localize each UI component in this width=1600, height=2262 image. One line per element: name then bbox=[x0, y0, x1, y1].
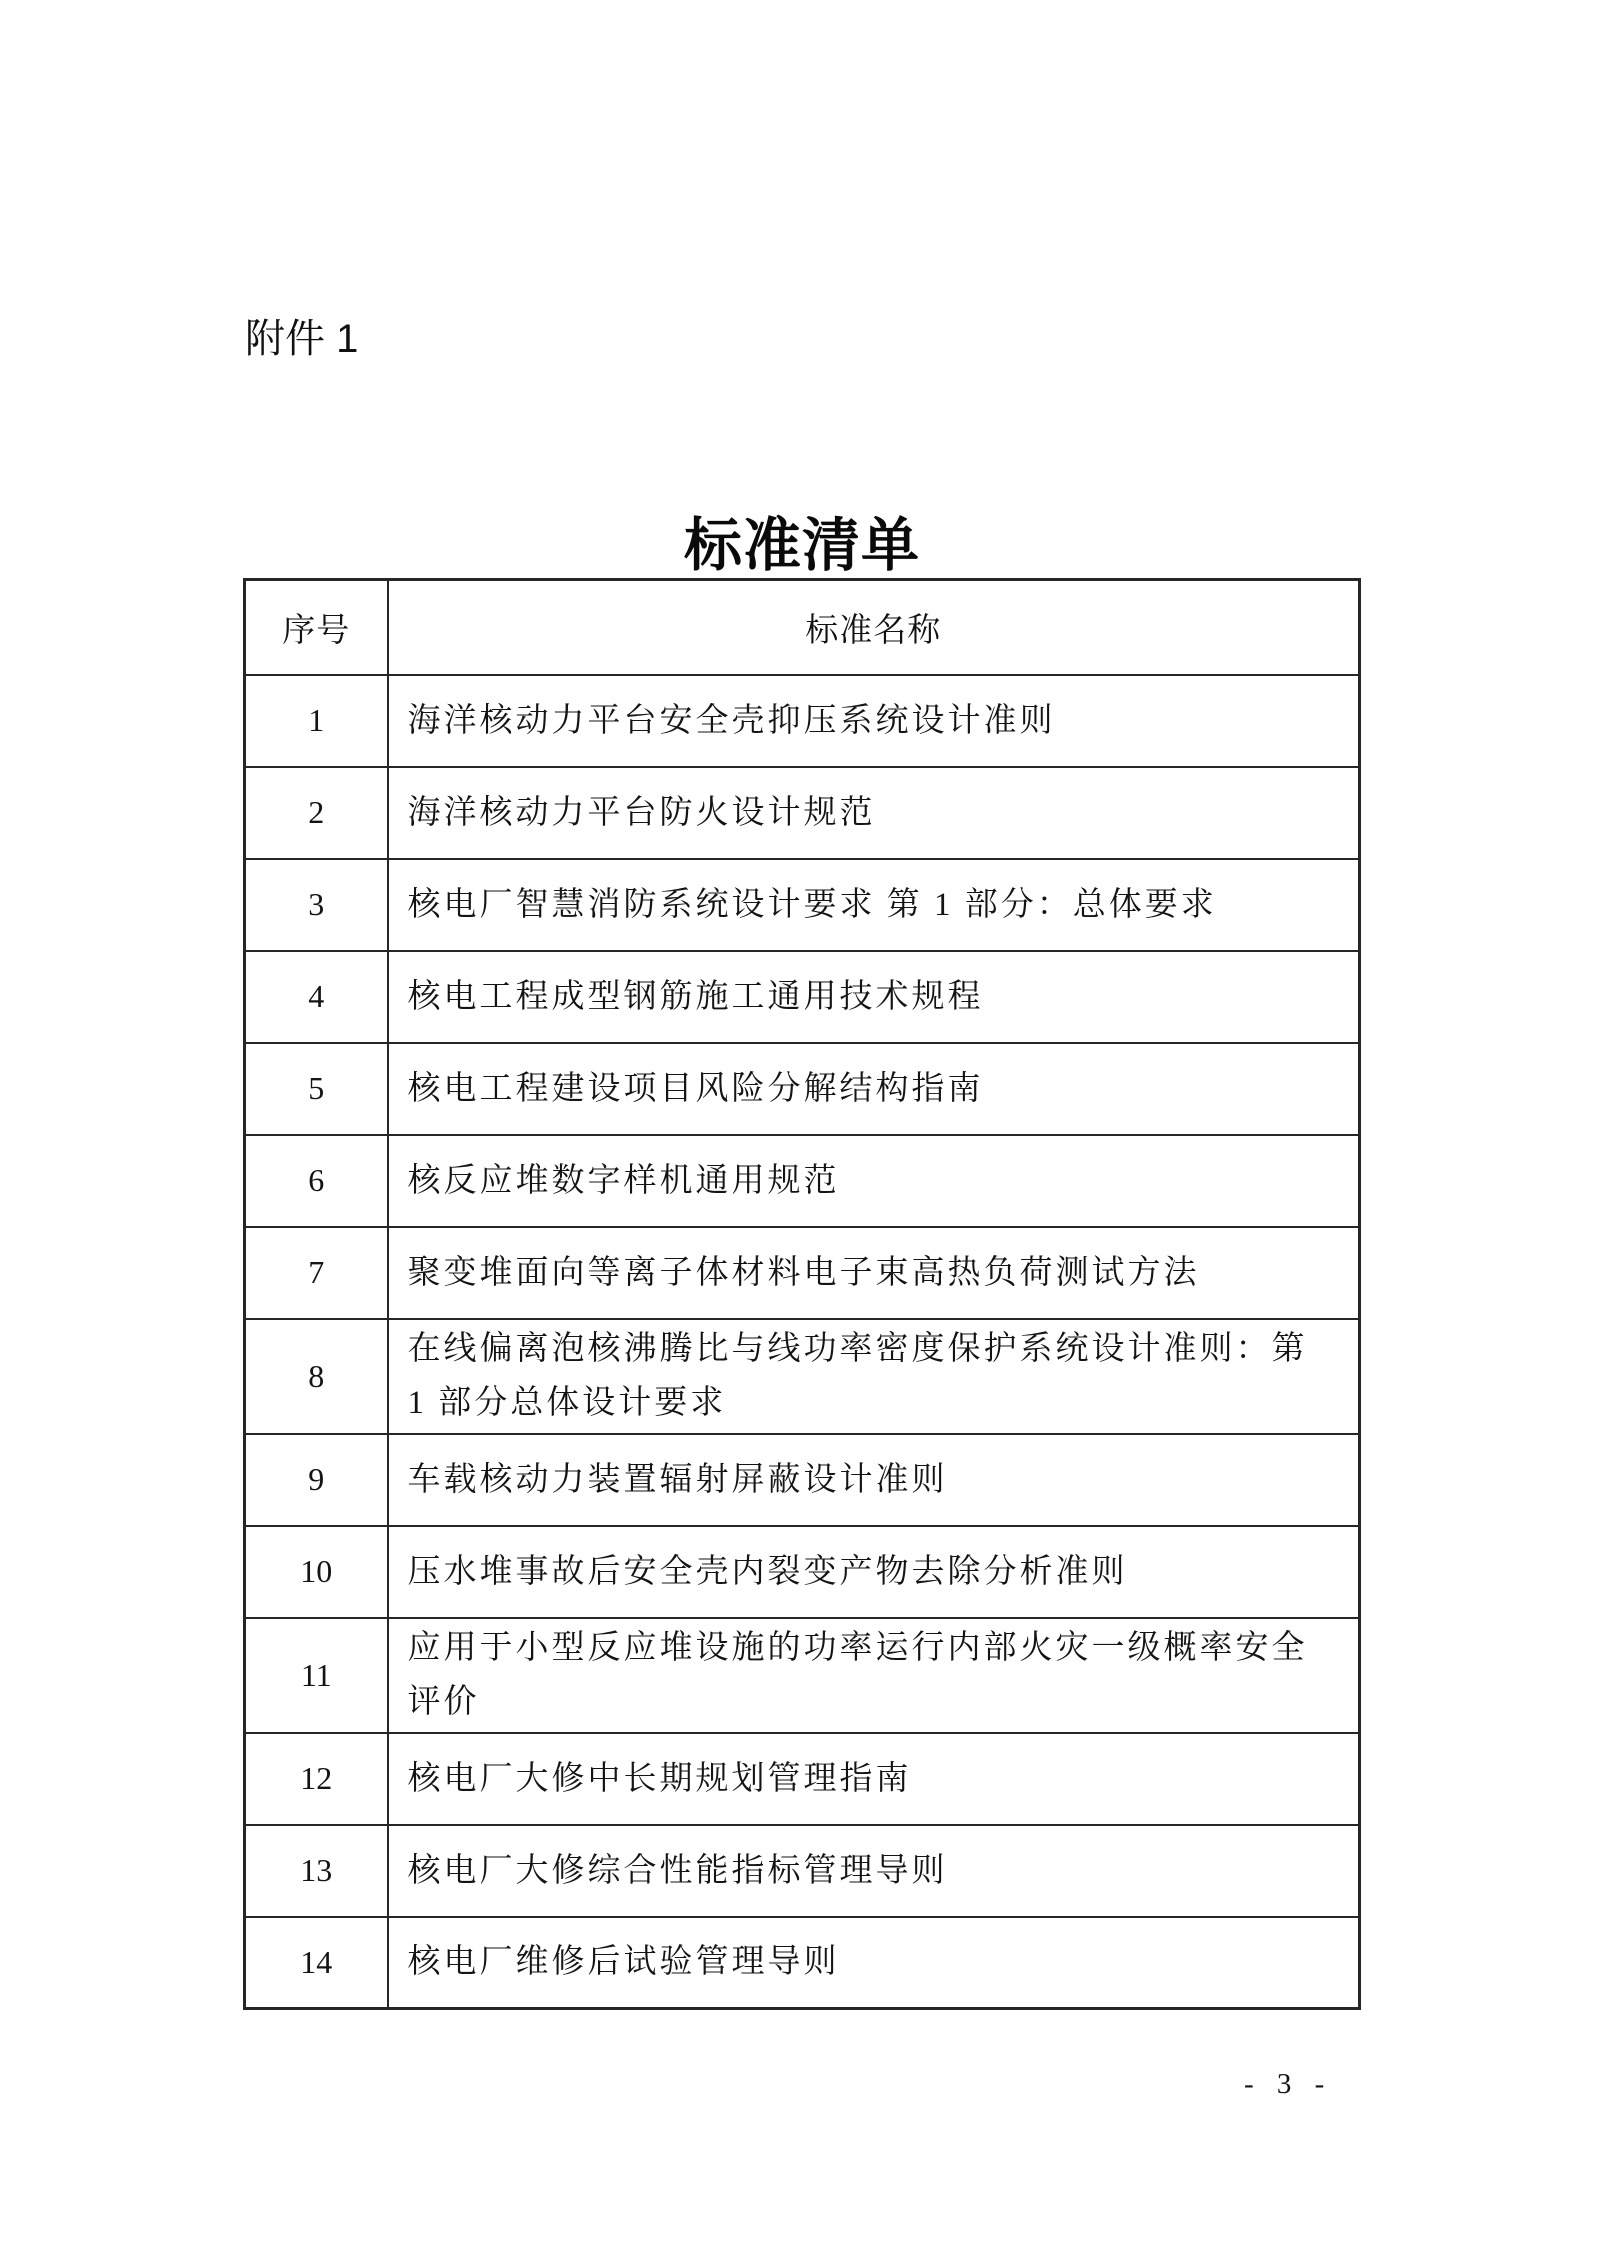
header-name: 标准名称 bbox=[388, 580, 1360, 675]
row-index: 1 bbox=[245, 675, 388, 767]
table-row bbox=[245, 767, 1360, 859]
attachment-label: 附件 1 bbox=[245, 317, 359, 361]
row-standard-name: 车载核动力装置辐射屏蔽设计准则 bbox=[388, 1434, 1360, 1526]
row-index: 9 bbox=[245, 1434, 388, 1526]
row-index: 8 bbox=[245, 1319, 388, 1434]
row-standard-name: 压水堆事故后安全壳内裂变产物去除分析准则 bbox=[388, 1526, 1360, 1618]
table-row bbox=[245, 675, 1360, 767]
standards-table bbox=[243, 578, 1361, 2010]
row-index: 11 bbox=[245, 1618, 388, 1733]
row-standard-name: 核电厂维修后试验管理导则 bbox=[388, 1917, 1360, 2009]
row-standard-name: 核电厂大修综合性能指标管理导则 bbox=[388, 1825, 1360, 1917]
row-index: 5 bbox=[245, 1043, 388, 1135]
row-standard-name: 聚变堆面向等离子体材料电子束高热负荷测试方法 bbox=[388, 1227, 1360, 1319]
row-standard-name: 核电厂大修中长期规划管理指南 bbox=[388, 1733, 1360, 1825]
table-row bbox=[245, 1227, 1360, 1319]
table-row bbox=[245, 1733, 1360, 1825]
row-standard-name: 核电工程建设项目风险分解结构指南 bbox=[388, 1043, 1360, 1135]
table-row bbox=[245, 1319, 1360, 1434]
row-index: 13 bbox=[245, 1825, 388, 1917]
row-index: 6 bbox=[245, 1135, 388, 1227]
row-index: 3 bbox=[245, 859, 388, 951]
table-row bbox=[245, 1526, 1360, 1618]
table-header-row bbox=[245, 580, 1360, 675]
table-row bbox=[245, 1434, 1360, 1526]
row-index: 14 bbox=[245, 1917, 388, 2009]
table-body bbox=[245, 675, 1360, 2009]
row-standard-name: 在线偏离泡核沸腾比与线功率密度保护系统设计准则：第 1 部分总体设计要求 bbox=[388, 1319, 1360, 1434]
table-row bbox=[245, 1825, 1360, 1917]
row-index: 10 bbox=[245, 1526, 388, 1618]
row-index: 7 bbox=[245, 1227, 388, 1319]
row-standard-name: 核反应堆数字样机通用规范 bbox=[388, 1135, 1360, 1227]
table-row bbox=[245, 859, 1360, 951]
row-index: 2 bbox=[245, 767, 388, 859]
page-number: - 3 - bbox=[1244, 2068, 1330, 2100]
table-row bbox=[245, 951, 1360, 1043]
row-standard-name: 海洋核动力平台安全壳抑压系统设计准则 bbox=[388, 675, 1360, 767]
row-index: 4 bbox=[245, 951, 388, 1043]
row-standard-name: 应用于小型反应堆设施的功率运行内部火灾一级概率安全 评价 bbox=[388, 1618, 1360, 1733]
header-index: 序号 bbox=[245, 580, 388, 675]
table-row bbox=[245, 1135, 1360, 1227]
row-index: 12 bbox=[245, 1733, 388, 1825]
row-standard-name: 核电厂智慧消防系统设计要求 第 1 部分：总体要求 bbox=[388, 859, 1360, 951]
page-title: 标准清单 bbox=[683, 512, 920, 578]
table-row bbox=[245, 1043, 1360, 1135]
row-standard-name: 海洋核动力平台防火设计规范 bbox=[388, 767, 1360, 859]
row-standard-name: 核电工程成型钢筋施工通用技术规程 bbox=[388, 951, 1360, 1043]
table-row bbox=[245, 1618, 1360, 1733]
table-row bbox=[245, 1917, 1360, 2009]
